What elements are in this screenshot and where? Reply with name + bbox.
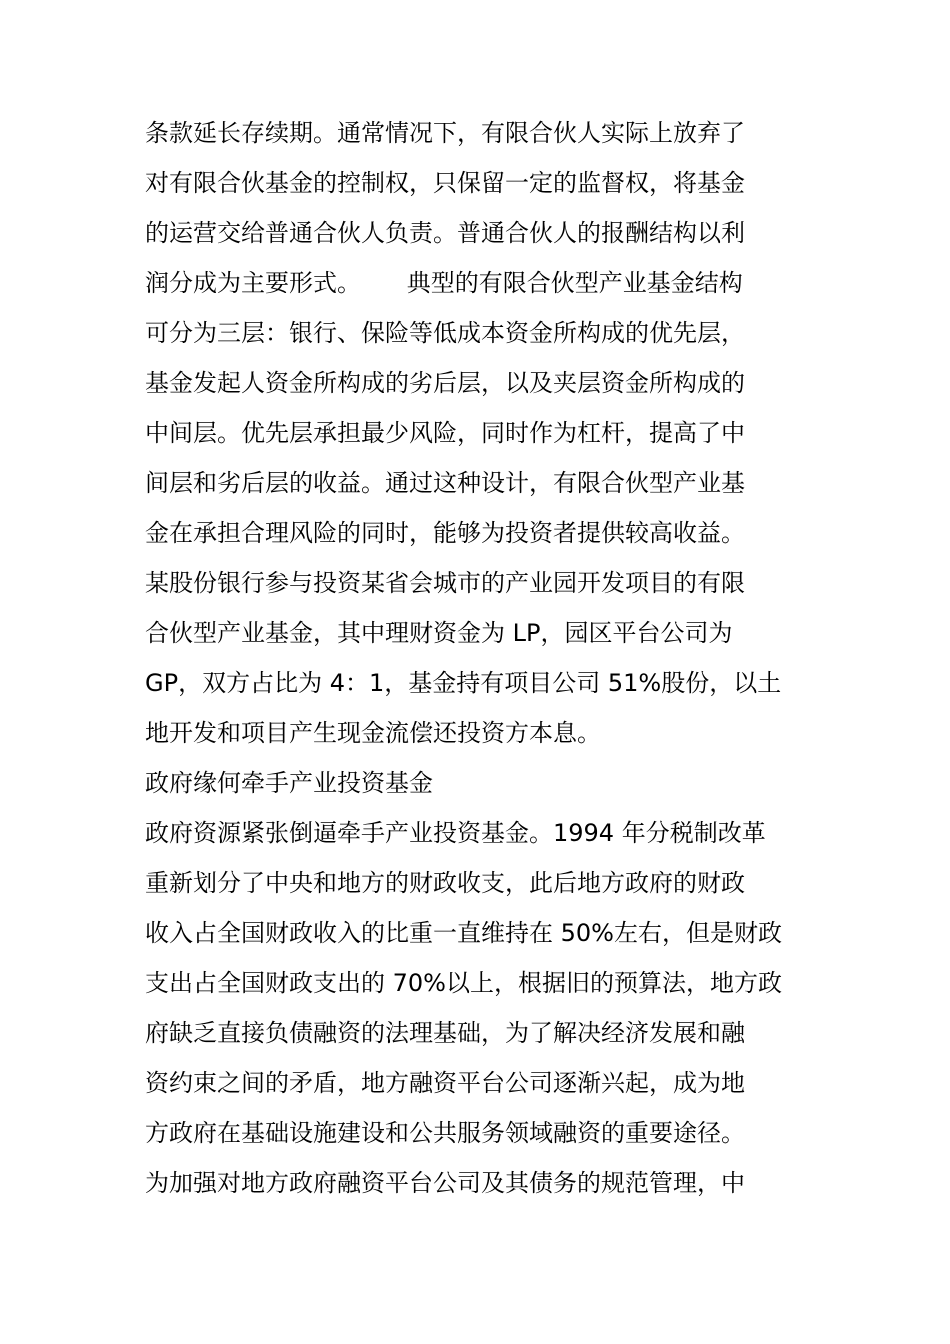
text-line: 重新划分了中央和地方的财政收支，此后地方政府的财政 <box>145 869 745 897</box>
text-line: 某股份银行参与投资某省会城市的产业园开发项目的有限 <box>145 569 745 597</box>
text-line: 为加强对地方政府融资平台公司及其债务的规范管理，中 <box>145 1169 745 1197</box>
text-line: GP，双方占比为 4：1，基金持有项目公司 51%股份，以土 <box>145 669 782 697</box>
text-line: 润分成为主要形式。 典型的有限合伙型产业基金结构 <box>145 269 743 297</box>
text-line: 合伙型产业基金，其中理财资金为 LP，园区平台公司为 <box>145 619 733 647</box>
text-line: 收入占全国财政收入的比重一直维持在 50%左右，但是财政 <box>145 919 782 947</box>
text-line: 方政府在基础设施建设和公共服务领域融资的重要途径。 <box>145 1119 745 1147</box>
text-line: 府缺乏直接负债融资的法理基础，为了解决经济发展和融 <box>145 1019 745 1047</box>
text-line: 政府资源紧张倒逼牵手产业投资基金。1994 年分税制改革 <box>145 819 766 847</box>
text-line: 间层和劣后层的收益。通过这种设计，有限合伙型产业基 <box>145 469 745 497</box>
text-line: 金在承担合理风险的同时，能够为投资者提供较高收益。 <box>145 519 745 547</box>
text-line: 条款延长存续期。通常情况下，有限合伙人实际上放弃了 <box>145 119 745 147</box>
text-line: 地开发和项目产生现金流偿还投资方本息。 <box>145 719 601 747</box>
text-line: 对有限合伙基金的控制权，只保留一定的监督权，将基金 <box>145 169 745 197</box>
text-line: 资约束之间的矛盾，地方融资平台公司逐渐兴起，成为地 <box>145 1069 745 1097</box>
text-line: 支出占全国财政支出的 70%以上，根据旧的预算法，地方政 <box>145 969 782 997</box>
text-line: 的运营交给普通合伙人负责。普通合伙人的报酬结构以利 <box>145 219 745 247</box>
section-heading: 政府缘何牵手产业投资基金 <box>145 769 433 797</box>
text-line: 基金发起人资金所构成的劣后层，以及夹层资金所构成的 <box>145 369 745 397</box>
body-text <box>145 108 825 1208</box>
text-line: 中间层。优先层承担最少风险，同时作为杠杆，提高了中 <box>145 419 745 447</box>
text-line: 可分为三层：银行、保险等低成本资金所构成的优先层， <box>145 319 745 347</box>
